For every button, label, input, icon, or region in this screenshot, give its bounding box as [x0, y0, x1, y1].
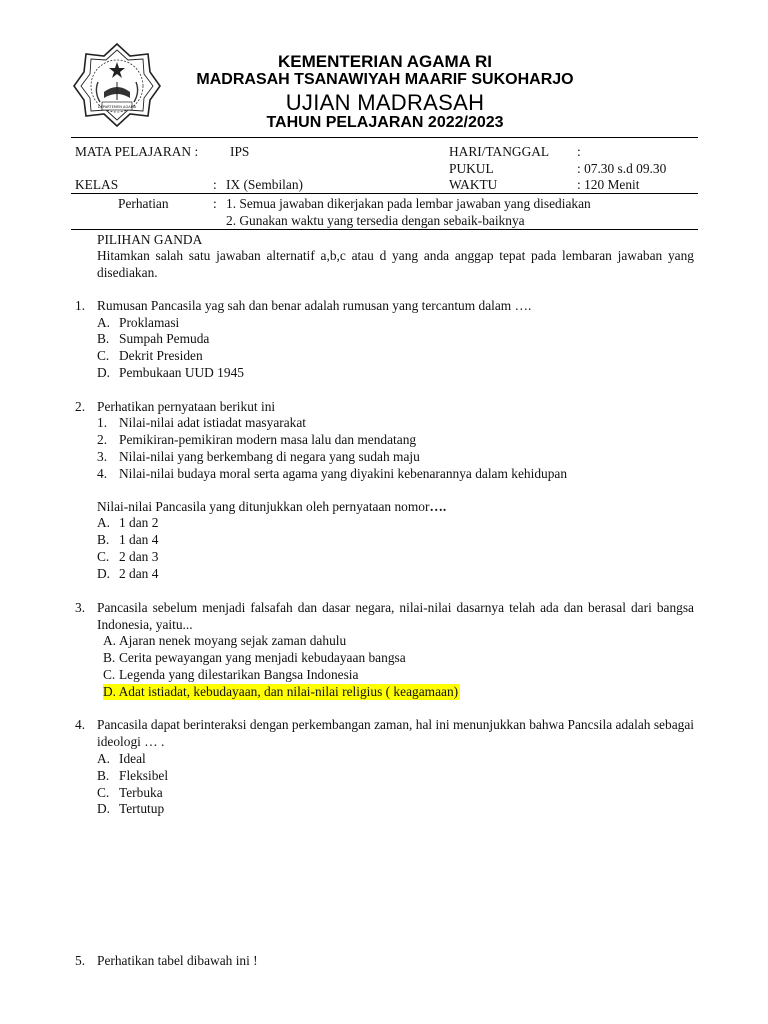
- question-prompt: [97, 498, 446, 515]
- option-text: 1 dan 2: [119, 515, 159, 530]
- option-text: Proklamasi: [119, 315, 180, 330]
- option-letter: D.: [97, 801, 111, 816]
- question-prompt-ellipsis: ….: [429, 499, 447, 514]
- subject-value: IPS: [230, 144, 250, 159]
- option-text: 1 dan 4: [119, 532, 159, 547]
- option-text: 2 dan 4: [119, 566, 159, 581]
- option-letter: A.: [97, 515, 111, 530]
- option-text: Ajaran nenek moyang sejak zaman dahulu: [119, 633, 347, 648]
- statement-text: Nilai-nilai yang berkembang di negara yang sudah maju: [119, 449, 420, 464]
- option-text: Fleksibel: [119, 768, 169, 783]
- option-text: Legenda yang dilestarikan Bangsa Indonesia: [119, 667, 359, 682]
- option-text: Adat istiadat, kebudayaan, dan nilai-nilai religius ( keagamaan): [118, 684, 459, 699]
- duration-label: WAKTU: [449, 177, 498, 192]
- section-title: PILIHAN GANDA: [97, 232, 203, 247]
- option-letter: C.: [103, 667, 116, 682]
- option-letter: B.: [97, 532, 110, 547]
- school-title: MADRASAH TSANAWIYAH MAARIF SUKOHARJO: [196, 71, 574, 88]
- option-text: Dekrit Presiden: [119, 348, 203, 363]
- option-text: Tertutup: [119, 801, 165, 816]
- day-date-colon: :: [577, 144, 581, 159]
- class-colon: :: [213, 177, 217, 192]
- question-text: Perhatikan tabel dibawah ini !: [97, 953, 258, 968]
- option-letter: B.: [103, 650, 116, 665]
- info-divider: [71, 193, 698, 194]
- statement-text: Nilai-nilai adat istiadat masyarakat: [119, 415, 307, 430]
- statement-number: 2.: [97, 432, 108, 447]
- subject-label: MATA PELAJARAN :: [75, 144, 199, 159]
- question-text: Pancasila dapat berinteraksi dengan perkembangan zaman, hal ini menunjukkan bahwa Pancsila adalah sebagai ideologi … .: [97, 717, 694, 749]
- option-letter: D.: [103, 684, 117, 699]
- option-text: 2 dan 3: [119, 549, 159, 564]
- option-letter: A.: [103, 633, 117, 648]
- question-text: Rumusan Pancasila yag sah dan benar adalah rumusan yang tercantum dalam ….: [97, 298, 532, 313]
- exam-title: UJIAN MADRASAH: [285, 90, 485, 115]
- notice-divider: [71, 229, 698, 230]
- statement-text: Nilai-nilai budaya moral serta agama yang diyakini kebenarannya dalam kehidupan: [119, 466, 568, 481]
- option-text: Pembukaan UUD 1945: [119, 365, 244, 380]
- option-letter: D.: [97, 365, 111, 380]
- class-label: KELAS: [75, 177, 119, 192]
- option-text: Sumpah Pemuda: [119, 331, 210, 346]
- question-number: 5.: [75, 953, 86, 968]
- question-number: 2.: [75, 399, 86, 414]
- header-divider: [71, 137, 698, 138]
- question-number: 1.: [75, 298, 86, 313]
- question-number: 4.: [75, 717, 86, 732]
- option-letter: B.: [97, 768, 110, 783]
- statement-number: 1.: [97, 415, 108, 430]
- statement-text: Pemikiran-pemikiran modern masa lalu dan mendatang: [119, 432, 417, 447]
- academic-year: TAHUN PELAJARAN 2022/2023: [266, 114, 504, 131]
- notice-item-1: 1. Semua jawaban dikerjakan pada lembar jawaban yang disediakan: [226, 196, 591, 211]
- option-letter: A.: [97, 751, 111, 766]
- class-value: IX (Sembilan): [226, 177, 303, 192]
- option-text: Terbuka: [119, 785, 163, 800]
- ministry-logo-icon: [72, 42, 162, 128]
- option-letter: D.: [97, 566, 111, 581]
- option-letter: A.: [97, 315, 111, 330]
- option-text: Cerita pewayangan yang menjadi kebudayaan bangsa: [119, 650, 406, 665]
- question-number: 3.: [75, 600, 86, 615]
- statement-number: 3.: [97, 449, 108, 464]
- notice-item-2: 2. Gunakan waktu yang tersedia dengan sebaik-baiknya: [226, 213, 525, 228]
- day-date-label: HARI/TANGGAL: [449, 144, 550, 159]
- option-letter: C.: [97, 348, 110, 363]
- question-text: Pancasila sebelum menjadi falsafah dan dasar negara, nilai-nilai dasarnya telah ada dan berasal dari bangsa Indonesia, yaitu...: [97, 600, 694, 632]
- option-text: Ideal: [119, 751, 146, 766]
- highlighted-option: [103, 683, 460, 700]
- time-label: PUKUL: [449, 161, 494, 176]
- option-letter: C.: [97, 549, 110, 564]
- statement-number: 4.: [97, 466, 108, 481]
- time-value: : 07.30 s.d 09.30: [577, 161, 667, 176]
- notice-label: Perhatian: [118, 196, 169, 211]
- section-instruction: Hitamkan salah satu jawaban alternatif a,b,c atau d yang anda anggap tepat pada lembaran jawaban yang disediakan.: [97, 248, 694, 280]
- logo-text: DEPARTEMEN AGAMA: [97, 105, 137, 109]
- option-letter: B.: [97, 331, 110, 346]
- question-text: Perhatikan pernyataan berikut ini: [97, 399, 276, 414]
- notice-colon: :: [213, 196, 217, 211]
- option-letter: C.: [97, 785, 110, 800]
- duration-value: : 120 Menit: [577, 177, 640, 192]
- ministry-title: KEMENTERIAN AGAMA RI: [277, 52, 493, 71]
- question-prompt-text: Nilai-nilai Pancasila yang ditunjukkan oleh pernyataan nomor: [97, 499, 430, 514]
